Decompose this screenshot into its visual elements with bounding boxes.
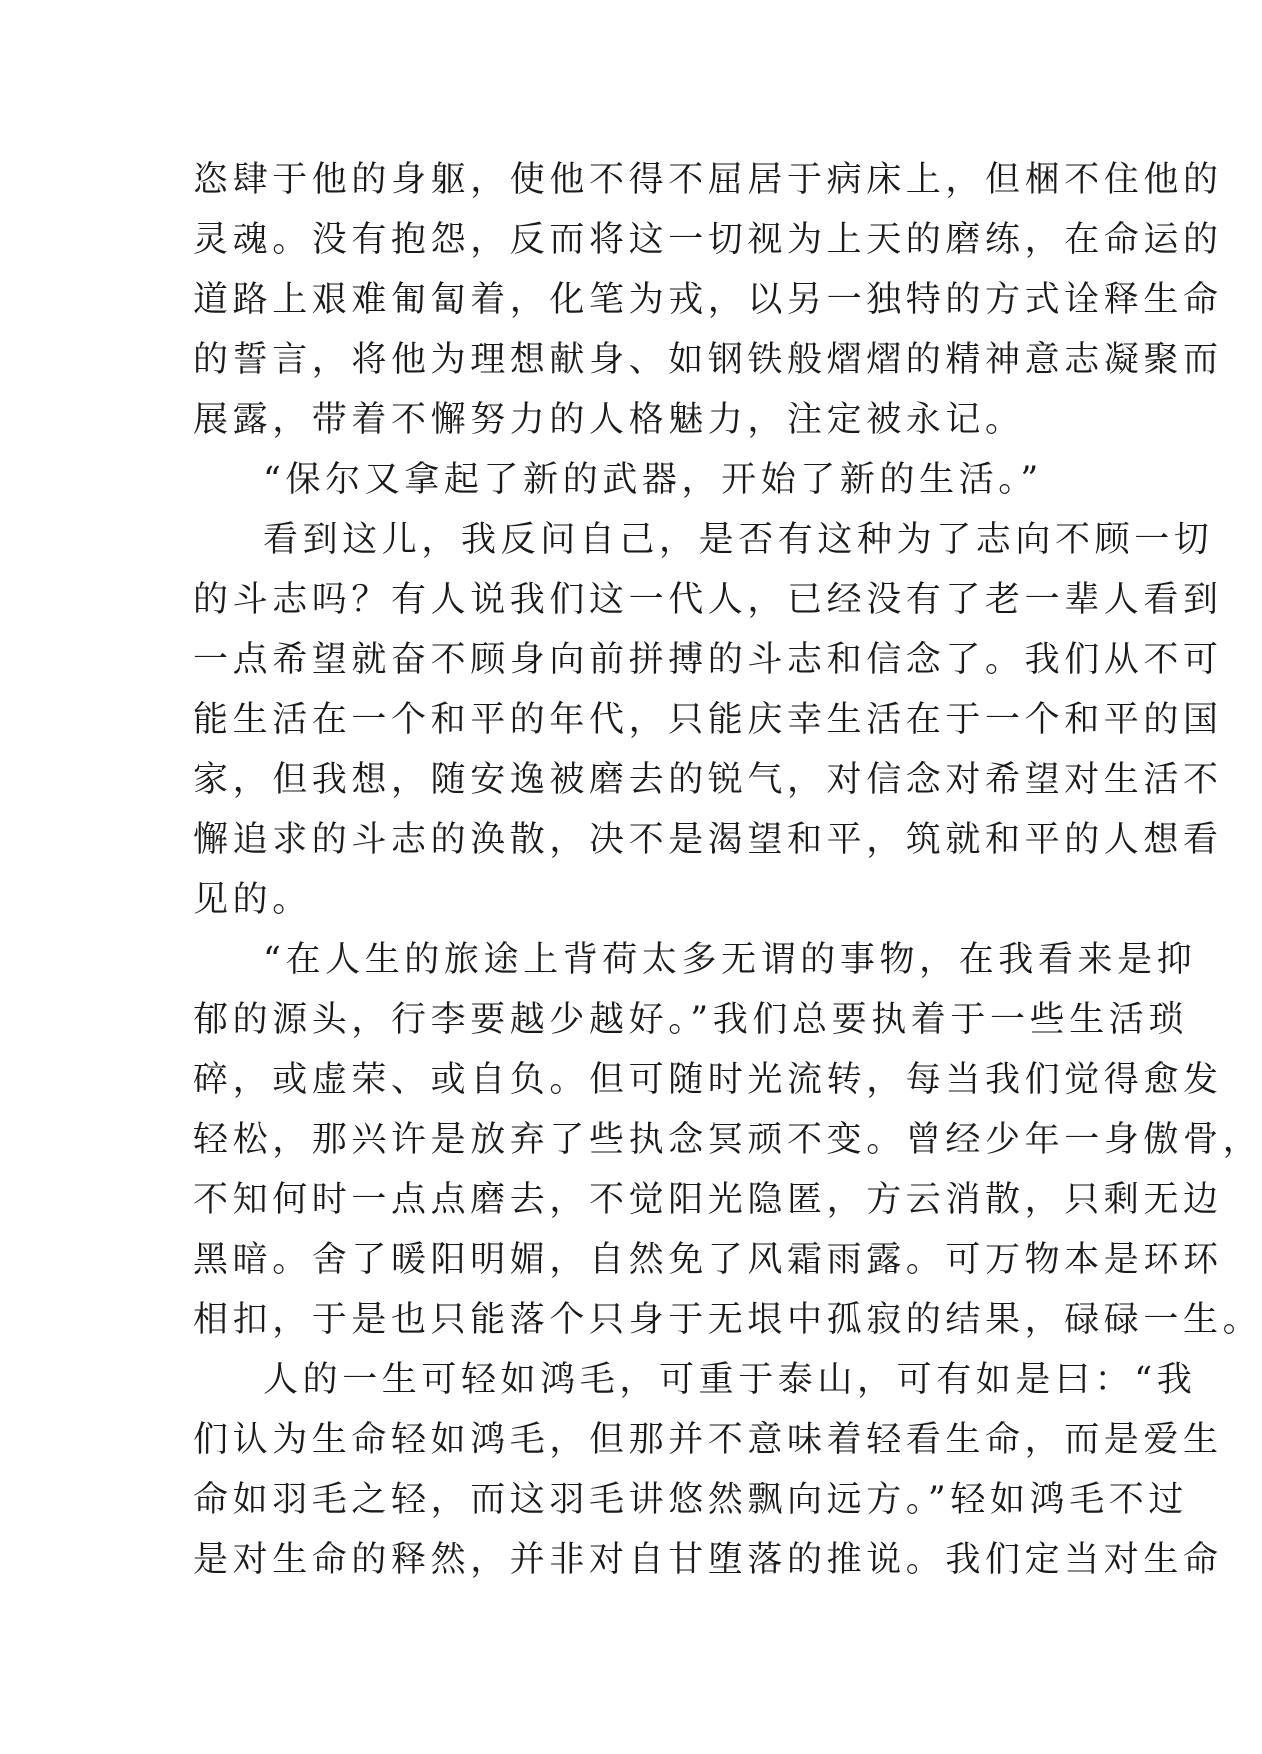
- text-line: 相扣，于是也只能落个只身于无垠中孤寂的结果，碌碌一生。: [193, 1300, 1262, 1340]
- text-line: 的誓言，将他为理想献身、如钢铁般熠熠的精神意志凝聚而: [193, 340, 1223, 380]
- text-line: 见的。: [193, 880, 312, 920]
- text-line: 恣肆于他的身躯，使他不得不屈居于病床上，但梱不住他的: [193, 160, 1223, 200]
- text-line: 郁的源头，行李要越少越好。”我们总要执着于一些生活琐: [193, 1000, 1188, 1040]
- text-line: 碎，或虚荣、或自负。但可随时光流转，每当我们觉得愈发: [193, 1060, 1223, 1100]
- text-line: “保尔又拿起了新的武器，开始了新的生活。”: [263, 460, 1043, 500]
- text-line: 一点希望就奋不顾身向前拼搏的斗志和信念了。我们从不可: [193, 640, 1223, 680]
- text-line: 们认为生命轻如鸿毛，但那并不意味着轻看生命，而是爱生: [193, 1420, 1223, 1460]
- text-line: 不知何时一点点磨去，不觉阳光隐匿，方云消散，只剩无边: [193, 1180, 1223, 1220]
- text-line: 灵魂。没有抱怨，反而将这一切视为上天的磨练，在命运的: [193, 220, 1223, 260]
- text-line: 懈追求的斗志的涣散，决不是渴望和平，筑就和平的人想看: [193, 820, 1223, 860]
- text-line: 轻松，那兴许是放弃了些执念冥顽不变。曾经少年一身傲骨，: [193, 1120, 1262, 1160]
- text-line: “在人生的旅途上背荷太多无谓的事物，在我看来是抑: [263, 940, 1197, 980]
- text-line: 的斗志吗？有人说我们这一代人，已经没有了老一辈人看到: [193, 580, 1223, 620]
- text-line: 能生活在一个和平的年代，只能庆幸生活在于一个和平的国: [193, 700, 1223, 740]
- text-line: 道路上艰难匍匐着，化笔为戎，以另一独特的方式诠释生命: [193, 280, 1223, 320]
- document-body: [193, 150, 1262, 1590]
- text-line: 是对生命的释然，并非对自甘堕落的推说。我们定当对生命: [193, 1540, 1223, 1580]
- text-line: 人的一生可轻如鸿毛，可重于泰山，可有如是曰：“我: [263, 1360, 1197, 1400]
- text-line: 家，但我想，随安逸被磨去的锐气，对信念对希望对生活不: [193, 760, 1223, 800]
- text-line: 命如羽毛之轻，而这羽毛讲悠然飘向远方。”轻如鸿毛不过: [193, 1480, 1188, 1520]
- text-line: 展露，带着不懈努力的人格魅力，注定被永记。: [193, 400, 1025, 440]
- text-line: 看到这儿，我反问自己，是否有这种为了志向不顾一切: [263, 520, 1214, 560]
- text-line: 黑暗。舍了暖阳明媚，自然免了风霜雨露。可万物本是环环: [193, 1240, 1223, 1280]
